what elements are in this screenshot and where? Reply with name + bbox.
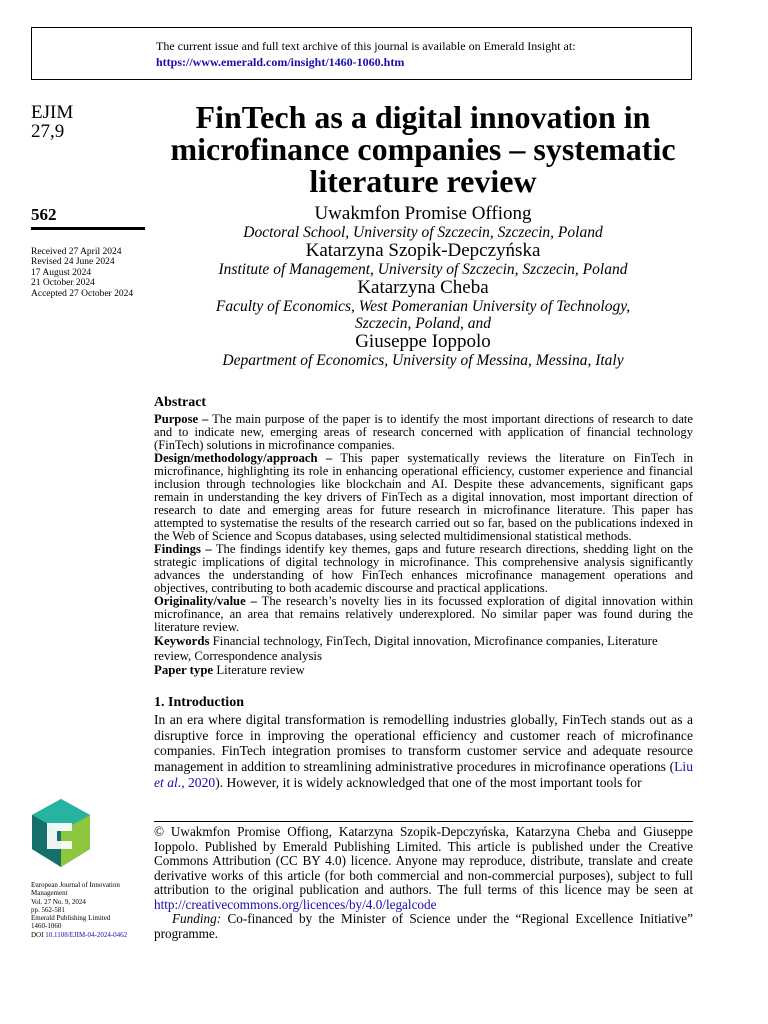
journal-url-link[interactable]: https://www.emerald.com/insight/1460-1060.htm [156,55,405,69]
abstract-purpose [154,413,693,452]
volume-issue: 27,9 [31,121,65,142]
abstract-originality [154,595,693,634]
citation-etal: et al [154,774,178,790]
paper-type [154,663,693,678]
footnote-block [154,825,693,941]
date-revised-3: 21 October 2024 [31,278,95,289]
journal-abbrev-text: EJIM [31,102,74,123]
introduction-heading: 1. Introduction [154,695,244,710]
author-affiliation: Faculty of Economics, West Pomeranian University of Technology, [215,298,631,315]
citation-year: ., 2020 [177,774,216,790]
article-dates [31,247,133,299]
journal-info-line: Emerald Publishing Limited [31,914,111,923]
author-affiliation: Szczecin, Poland, and [354,315,492,332]
originality-text: The research’s novelty lies in its focussed exploration of digital innovation within microfinance, an area that remains relatively underexplored. No similar paper was found during the literature review. [154,594,693,634]
date-accepted: Accepted 27 October 2024 [31,288,134,299]
doi-label: DOI [31,930,44,939]
journal-info [31,881,127,939]
originality-label: Originality/value – [154,594,257,608]
funding-statement [154,912,693,941]
emerald-logo-icon [30,797,92,869]
article-title: FinTech as a digital innovation in microfinance companies – systematic literature review [170,99,676,199]
journal-info-line: Management [31,889,68,898]
author-affiliation: Department of Economics, University of Messina, Messina, Italy [222,352,624,369]
paper-type-text: Literature review [216,663,305,677]
findings-text: The findings identify key themes, gaps and future research directions, shedding light on the strategic implications of digital technology in microfinance. This comprehensive analysis significantly advances the understanding of how FinTech enhances microfinance management operations and objectives, contributing to both academic discourse and practical applications. [154,542,693,595]
footnote-rule [154,821,693,822]
author-block [150,204,696,369]
page-number: 562 [31,205,57,224]
intro-text-end: ). However, it is widely acknowledged that one of the most important tools for [215,774,642,790]
citation-author: Liu [674,759,693,775]
abstract-findings [154,543,693,595]
journal-info-line: 1460-1060 [31,922,62,931]
funding-text: Co-financed by the Minister of Science under the “Regional Excellence Initiative” programme. [154,911,693,941]
design-text: This paper systematically reviews the literature on FinTech in microfinance, highlighting its role in enhancing operational efficiency, customer experience and financial inclusion through technologies like blockchain and AI. Despite these advancements, significant gaps remain in understanding the key drivers of FinTech as a digital innovation, most important direction of research to date and emerging areas for future research in microfinance literature. This paper has attempted to systematise the results of the research carried out so far, based on the publications indexed in the Web of Science and Scopus databases, using selected multidimensional statistical methods. [154,451,694,543]
journal-info-line: European Journal of Innovation [31,881,120,889]
keywords-label: Keywords [154,634,210,648]
introduction-section [154,695,693,791]
page-number-rule [31,227,145,230]
author-affiliation: Institute of Management, University of Szczecin, Szczecin, Poland [218,261,628,278]
date-revised-1: Revised 24 June 2024 [31,257,115,268]
journal-info-line: pp. 562-581 [31,905,65,914]
author-name: Katarzyna Szopik-Depczyńska [305,240,541,261]
funding-label: Funding: [172,911,222,926]
doi-line [31,931,127,939]
findings-label: Findings – [154,542,212,556]
license-link[interactable]: http://creativecommons.org/licences/by/4.0/legalcode [154,896,437,912]
doi-link[interactable]: 10.1108/EJIM-04-2024-0462 [45,930,128,939]
abstract-section [154,396,693,678]
license-statement [154,825,693,912]
availability-text: The current issue and full text archive of this journal is available on Emerald Insight at: [156,39,576,53]
keywords [154,634,693,663]
date-revised-2: 17 August 2024 [31,267,92,278]
journal-availability-box [31,27,692,80]
purpose-text: The main purpose of the paper is to identify the most important directions of research to date and to indicate new, emerging areas of research concerned with application of financial technology (FinTech) solutions in microfinance companies. [154,412,693,452]
paper-type-label: Paper type [154,663,214,677]
author-name: Uwakmfon Promise Offiong [314,203,532,224]
design-label: Design/methodology/approach – [154,451,333,465]
author-name: Katarzyna Cheba [357,277,489,298]
author-name: Giuseppe Ioppolo [355,331,491,352]
abstract-design [154,452,693,543]
author-affiliation: Doctoral School, University of Szczecin, Szczecin, Poland [243,224,603,241]
abstract-heading: Abstract [154,395,207,410]
journal-info-line: Vol. 27 No. 9, 2024 [31,897,86,906]
license-text: © Uwakmfon Promise Offiong, Katarzyna Szopik-Depczyńska, Katarzyna Cheba and Giuseppe Ioppolo. Published by Emerald Publishing Limited. This article is published under the Creative Commons Attribution (CC BY 4.0) licence. Anyone may reproduce, distribute, translate and create derivative works of this article (for both commercial and non-commercial purposes), subject to full attribution to the original publication and authors. The full terms of this licence may be seen at [154,824,693,897]
intro-text-start: In an era where digital transformation is remodelling industries globally, FinTech stands out as a disruptive force in improving the operational efficiency and customer reach of microfinance companies. FinTech integration promises to transform customer service and adequate resource management in addition to streamlining administrative procedures in microfinance operations ( [154,711,693,775]
keywords-text: Financial technology, FinTech, Digital innovation, Microfinance companies, Literature review, Correspondence analysis [154,634,658,663]
purpose-label: Purpose – [154,412,209,426]
introduction-text [154,712,693,791]
journal-abbrev [31,103,73,141]
date-received: Received 27 April 2024 [31,247,122,257]
